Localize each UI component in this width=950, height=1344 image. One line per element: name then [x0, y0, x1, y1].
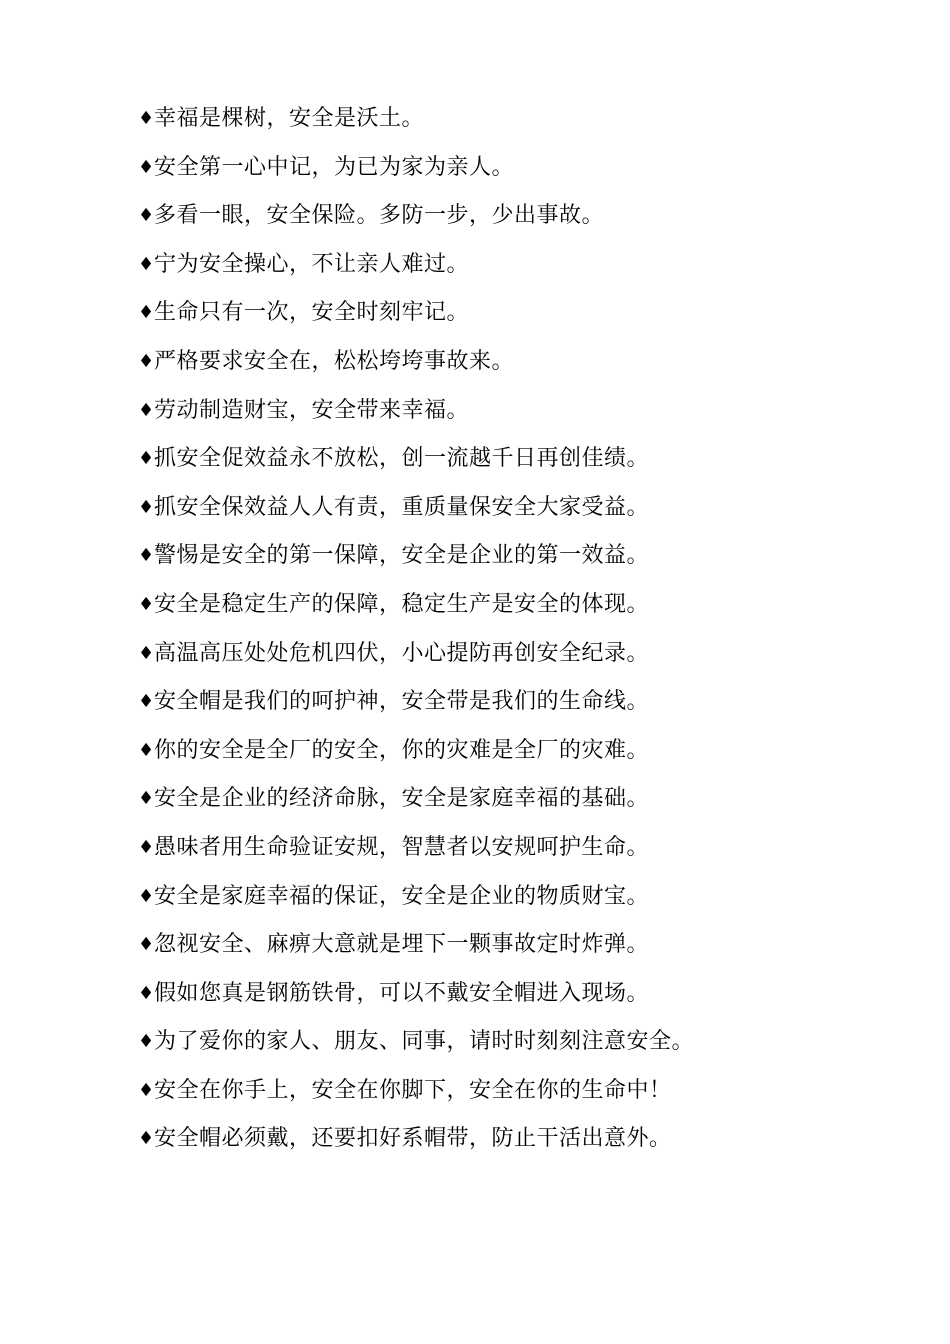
diamond-bullet-icon: ♦	[138, 1031, 155, 1053]
diamond-bullet-icon: ♦	[138, 253, 155, 275]
diamond-bullet-icon: ♦	[138, 934, 155, 956]
slogan-list	[138, 100, 694, 1169]
list-item	[138, 635, 694, 684]
slogan-text: 抓安全促效益永不放松，创一流越千日再创佳绩。	[154, 446, 650, 472]
slogan-text: 生命只有一次，安全时刻牢记。	[154, 300, 470, 326]
diamond-bullet-icon: ♦	[138, 642, 155, 664]
list-item	[138, 1120, 694, 1169]
diamond-bullet-icon: ♦	[138, 399, 155, 421]
diamond-bullet-icon: ♦	[138, 496, 155, 518]
diamond-bullet-icon: ♦	[138, 448, 155, 470]
slogan-text: 安全第一心中记，为已为家为亲人。	[154, 154, 515, 180]
diamond-bullet-icon: ♦	[138, 205, 155, 227]
slogan-text: 愚味者用生命验证安规，智慧者以安规呵护生命。	[154, 834, 650, 860]
list-item	[138, 197, 694, 246]
slogan-text: 宁为安全操心，不让亲人难过。	[154, 251, 470, 277]
diamond-bullet-icon: ♦	[138, 788, 155, 810]
slogan-text: 安全帽是我们的呵护神，安全带是我们的生命线。	[154, 689, 650, 715]
list-item	[138, 683, 694, 732]
list-item	[138, 537, 694, 586]
list-item	[138, 1023, 694, 1072]
slogan-text: 为了爱你的家人、朋友、同事，请时时刻刻注意安全。	[154, 1029, 695, 1055]
slogan-text: 抓安全保效益人人有责，重质量保安全大家受益。	[154, 494, 650, 520]
diamond-bullet-icon: ♦	[138, 836, 155, 858]
list-item	[138, 732, 694, 781]
diamond-bullet-icon: ♦	[138, 739, 155, 761]
slogan-text: 忽视安全、麻痹大意就是埋下一颗事故定时炸弹。	[154, 932, 650, 958]
slogan-text: 高温高压处处危机四伏，小心提防再创安全纪录。	[154, 640, 650, 666]
diamond-bullet-icon: ♦	[138, 350, 155, 372]
diamond-bullet-icon: ♦	[138, 593, 155, 615]
diamond-bullet-icon: ♦	[138, 1079, 155, 1101]
list-item	[138, 975, 694, 1024]
list-item	[138, 586, 694, 635]
slogan-text: 严格要求安全在，松松垮垮事故来。	[154, 348, 515, 374]
slogan-text: 警惕是安全的第一保障，安全是企业的第一效益。	[154, 543, 650, 569]
slogan-text: 安全帽必须戴，还要扣好系帽带，防止干活出意外。	[154, 1126, 672, 1152]
slogan-text: 你的安全是全厂的安全，你的灾难是全厂的灾难。	[154, 737, 650, 763]
slogan-text: 假如您真是钢筋铁骨，可以不戴安全帽进入现场。	[154, 980, 650, 1006]
diamond-bullet-icon: ♦	[138, 691, 155, 713]
diamond-bullet-icon: ♦	[138, 545, 155, 567]
list-item	[138, 392, 694, 441]
list-item	[138, 149, 694, 198]
list-item	[138, 440, 694, 489]
slogan-text: 安全在你手上，安全在你脚下，安全在你的生命中！	[154, 1077, 672, 1103]
list-item	[138, 878, 694, 927]
diamond-bullet-icon: ♦	[138, 156, 155, 178]
list-item	[138, 343, 694, 392]
list-item	[138, 1072, 694, 1121]
slogan-text: 劳动制造财宝，安全带来幸福。	[154, 397, 470, 423]
list-item	[138, 489, 694, 538]
slogan-text: 安全是家庭幸福的保证，安全是企业的物质财宝。	[154, 883, 650, 909]
diamond-bullet-icon: ♦	[138, 1128, 155, 1150]
slogan-text: 幸福是棵树，安全是沃土。	[154, 106, 425, 131]
diamond-bullet-icon: ♦	[138, 108, 155, 129]
list-item	[138, 926, 694, 975]
list-item	[138, 100, 694, 149]
slogan-text: 多看一眼，安全保险。多防一步，少出事故。	[154, 203, 605, 229]
slogan-text: 安全是稳定生产的保障，稳定生产是安全的体现。	[154, 591, 650, 617]
list-item	[138, 780, 694, 829]
list-item	[138, 829, 694, 878]
diamond-bullet-icon: ♦	[138, 885, 155, 907]
list-item	[138, 294, 694, 343]
diamond-bullet-icon: ♦	[138, 302, 155, 324]
diamond-bullet-icon: ♦	[138, 982, 155, 1004]
slogan-text: 安全是企业的经济命脉，安全是家庭幸福的基础。	[154, 786, 650, 812]
list-item	[138, 246, 694, 295]
